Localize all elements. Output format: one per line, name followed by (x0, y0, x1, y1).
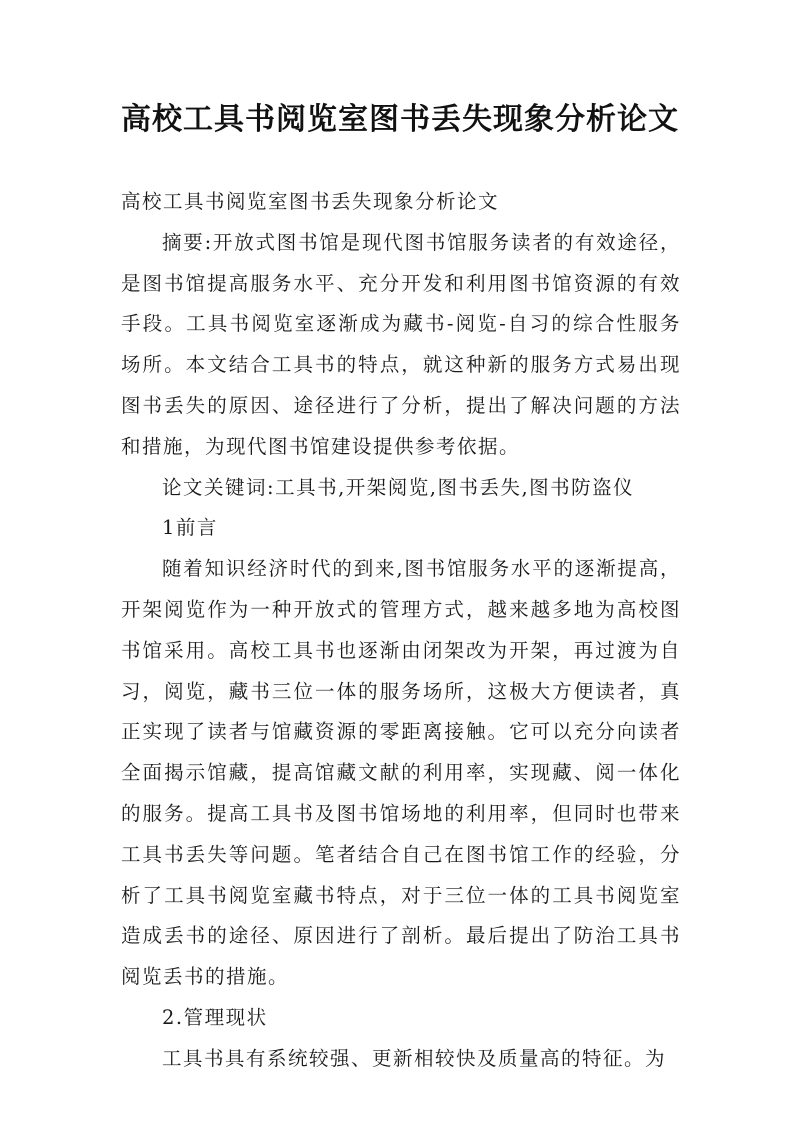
page-title: 高校工具书阅览室图书丢失现象分析论文 (121, 102, 679, 137)
paragraph-repeated-title: 高校工具书阅览室图书丢失现象分析论文 (121, 190, 500, 213)
paragraph-status: 工具书具有系统较强、更新相较快及质量高的特征。为 (162, 1046, 667, 1070)
paragraph-abstract: 摘要:开放式图书馆是现代图书馆服务读者的有效途径，是图书馆提高服务水平、充分开发和利用图书馆资源的有效手段。工具书阅览室逐渐成为藏书-阅览-自习的综合性服务场所。本文结合工具书的特点，就这种新的服务方式易出现图书丢失的原因、途径进行了分析，提出了解决问题的方法和措施，为现代图书馆建设提供参考依据。 (121, 230, 681, 458)
section-heading-preface: 1前言 (162, 516, 218, 540)
document-body (121, 182, 681, 1080)
section-heading-status: 2.管理现状 (162, 1005, 268, 1029)
paragraph-keywords: 论文关键词:工具书,开架阅览,图书丢失,图书防盗仪 (162, 475, 635, 499)
paragraph-preface: 随着知识经济时代的到来,图书馆服务水平的逐渐提高，开架阅览作为一种开放式的管理方式，越来越多地为高校图书馆采用。高校工具书也逐渐由闭架改为开架，再过渡为自习，阅览，藏书三位一体的服务场所，这极大方便读者，真正实现了读者与馆藏资源的零距离接触。它可以充分向读者全面揭示馆藏，提高馆藏文献的利用率，实现藏、阅一体化的服务。提高工具书及图书馆场地的利用率，但同时也带来工具书丢失等问题。笔者结合自己在图书馆工作的经验，分析了工具书阅览室藏书特点，对于三位一体的工具书阅览室造成丢书的途径、原因进行了剖析。最后提出了防治工具书阅览丢书的措施。 (121, 557, 681, 989)
